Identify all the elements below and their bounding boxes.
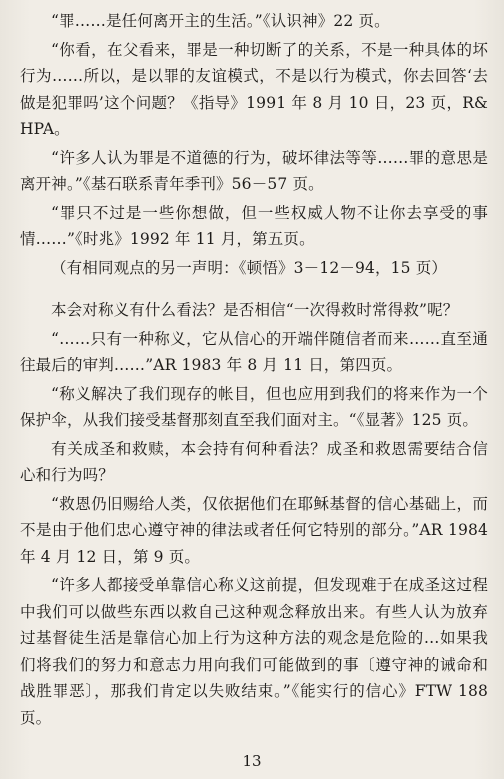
page-number: 13 xyxy=(242,752,262,770)
paragraph-quote-6: “称义解决了我们现存的帐目，但也应用到我们的将来作为一个保护伞，从我们接受基督那刻直至我们面对主。“《显著》125 页。 xyxy=(20,384,488,429)
paragraph-quote-4: “罪只不过是一些你想做，但一些权威人物不让你去享受的事情……”《时兆》1992 年 11 月，第五页。 xyxy=(20,203,488,248)
question-sanctification: 有关成圣和救赎，本会持有何种看法？成圣和救恩需要结合信心和行为吗？ xyxy=(20,439,488,484)
paragraph-note: （有相同观点的另一声明：《顿悟》3－12－94，15 页） xyxy=(51,258,448,277)
page-body xyxy=(20,8,488,733)
paragraph-quote-1: “罪……是任何离开主的生活。”《认识神》22 页。 xyxy=(51,12,390,30)
paragraph-quote-5: “……只有一种称义，它从信心的开端伴随信者而来……直至通往最后的审判……”AR 1983 年 8 月 11 日，第四页。 xyxy=(20,329,488,374)
paragraph-quote-2: “你看，在父看来，罪是一种切断了的关系，不是一种具体的坏行为……所以，是以罪的友谊模式，不是以行为模式，你去回答‘去做是犯罪吗’这个问题？《指导》1991 年 8 月 10 日，23 页，R&HPA。 xyxy=(20,40,488,138)
paragraph-quote-3: “许多人认为罪是不道德的行为，破坏律法等等……罪的意思是离开神。”《基石联系青年季刊》56－57 页。 xyxy=(20,148,488,193)
paragraph-quote-8: “许多人都接受单靠信心称义这前提，但发现难于在成圣这过程中我们可以做些东西以救自己这种观念释放出来。有些人认为放弃过基督徒生活是靠信心加上行为这种方法的观念是危险的…如果我们将我们的努力和意志力用向我们可能做到的事〔遵守神的诫命和战胜罪恶〕，那我们肯定以失败结束。”《能实行的信心》FTW 188 页。 xyxy=(20,576,488,727)
question-justification: 本会对称义有什么看法？是否相信“一次得救时常得救”呢？ xyxy=(51,301,459,319)
paragraph-quote-7: “救恩仍旧赐给人类，仅依据他们在耶稣基督的信心基础上，而不是由于他们忠心遵守神的律法或者任何它特别的部分。”AR 1984 年 4 月 12 日，第 9 页。 xyxy=(20,494,488,566)
